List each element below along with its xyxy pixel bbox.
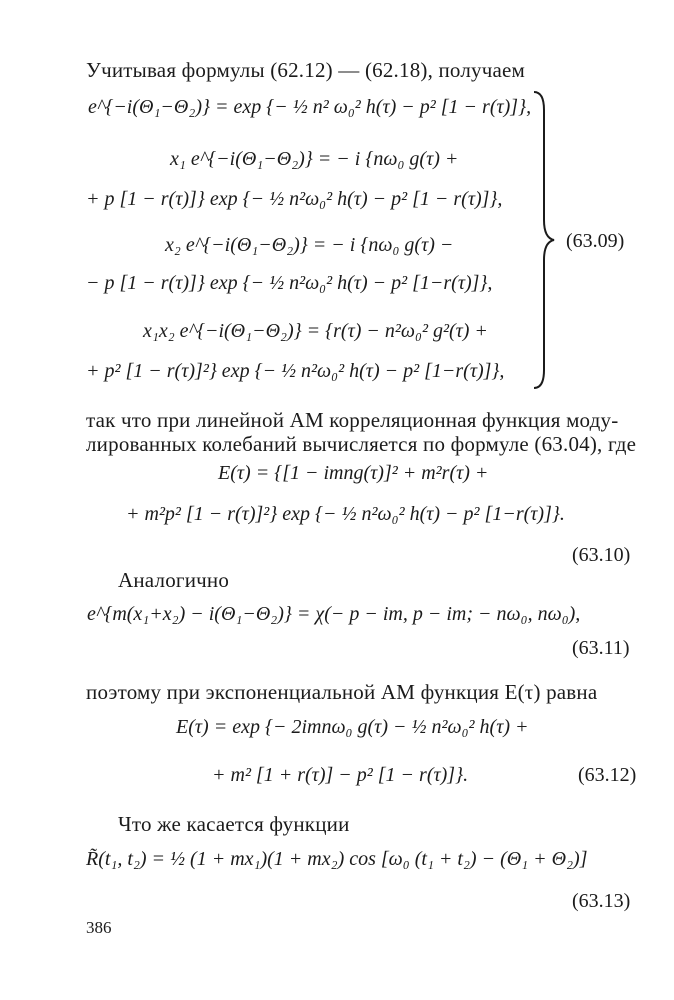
eq-63-09-line-7: + p² [1 − r(τ)]²} exp {− ½ n²ω₀² h(τ) − p² [1−r(τ)]}, bbox=[86, 360, 505, 382]
eq-63-11-line-1: e^{m(x₁+x₂) − i(Θ₁−Θ₂)} = χ(− p − im, p − im; − nω₀, nω₀), bbox=[87, 603, 581, 625]
eq-number-63-12: (63.12) bbox=[578, 764, 637, 786]
intro-text: Учитывая формулы (62.12) — (62.18), получаем bbox=[86, 58, 526, 82]
paragraph-1-line-1: так что при линейной АМ корреляционная функция моду- bbox=[86, 408, 619, 432]
eq-63-12-line-1: E(τ) = exp {− 2imnω₀ g(τ) − ½ n²ω₀² h(τ) + bbox=[176, 716, 529, 738]
eq-number-63-10: (63.10) bbox=[572, 544, 631, 566]
paragraph-1-line-2: лированных колебаний вычисляется по формуле (63.04), где bbox=[86, 432, 637, 456]
eq-63-12-line-2: + m² [1 + r(τ)] − p² [1 − r(τ)]}. bbox=[212, 764, 469, 786]
eq-63-09-line-3: + p [1 − r(τ)]} exp {− ½ n²ω₀² h(τ) − p² [1 − r(τ)]}, bbox=[86, 188, 503, 210]
eq-number-63-09: (63.09) bbox=[566, 230, 625, 252]
eq-63-09-line-5: − p [1 − r(τ)]} exp {− ½ n²ω₀² h(τ) − p² [1−r(τ)]}, bbox=[86, 272, 493, 294]
eq-63-09-line-1: e^{−i(Θ₁−Θ₂)} = exp {− ½ n² ω₀² h(τ) − p² [1 − r(τ)]}, bbox=[88, 96, 532, 118]
eq-63-10-line-1: E(τ) = {[1 − imng(τ)]² + m²r(τ) + bbox=[218, 462, 489, 484]
right-brace-63-09 bbox=[532, 90, 556, 390]
analog-text: Аналогично bbox=[118, 568, 230, 592]
eq-number-63-13: (63.13) bbox=[572, 890, 631, 912]
eq-63-10-line-2: + m²p² [1 − r(τ)]²} exp {− ½ n²ω₀² h(τ) − p² [1−r(τ)]}. bbox=[126, 503, 565, 525]
eq-63-09-line-2: x₁ e^{−i(Θ₁−Θ₂)} = − i {nω₀ g(τ) + bbox=[170, 148, 459, 170]
eq-63-09-line-4: x₂ e^{−i(Θ₁−Θ₂)} = − i {nω₀ g(τ) − bbox=[165, 234, 454, 256]
paragraph-2: поэтому при экспоненциальной АМ функция E(τ) равна bbox=[86, 680, 598, 704]
eq-63-09-line-6: x₁x₂ e^{−i(Θ₁−Θ₂)} = {r(τ) − n²ω₀² g²(τ) + bbox=[143, 320, 488, 342]
eq-63-13-line-1: R̃(t₁, t₂) = ½ (1 + mx₁)(1 + mx₂) cos [ω₀ (t₁ + t₂) − (Θ₁ + Θ₂)] bbox=[86, 848, 588, 870]
eq-number-63-11: (63.11) bbox=[572, 637, 630, 659]
paragraph-3: Что же касается функции bbox=[118, 812, 350, 836]
page-number: 386 bbox=[86, 918, 112, 937]
